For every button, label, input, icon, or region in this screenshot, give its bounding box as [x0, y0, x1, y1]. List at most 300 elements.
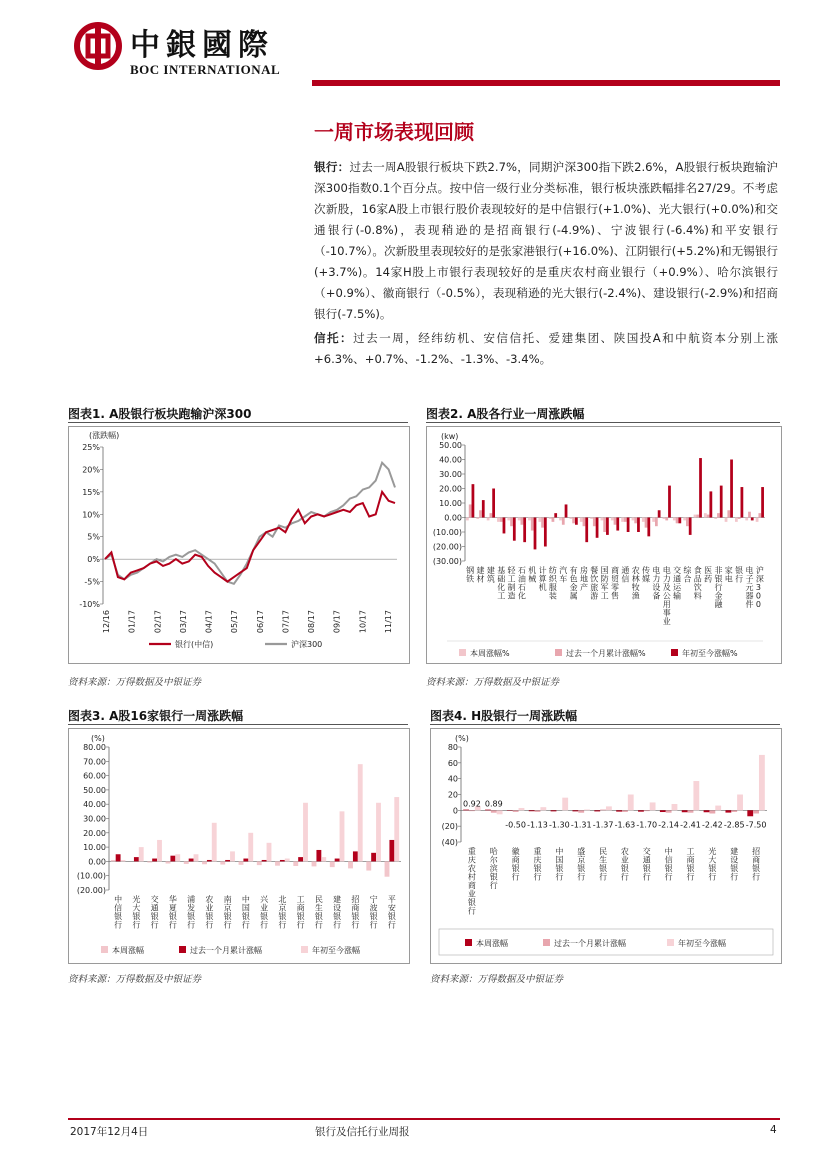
bar-本周涨幅-重庆农村商业银行 — [463, 810, 469, 811]
bar-过去一个月累计涨幅%-建材 — [479, 510, 482, 517]
bar-年初至今涨幅-中信银行 — [672, 804, 678, 810]
category-label: 招商银行 — [752, 847, 761, 882]
category-label: 建筑 — [486, 566, 495, 584]
bar-年初至今涨幅-平安银行 — [394, 797, 399, 861]
bar-过去一个月累计涨幅%-国防军工 — [603, 518, 606, 533]
y-tick-label: 0 — [452, 806, 458, 816]
bar-年初至今涨幅-浦发银行 — [194, 854, 199, 861]
fig4-source: 资料来源：万得数据及中银证券 — [430, 974, 564, 985]
trust-label: 信托： — [314, 331, 354, 345]
bar-年初至今涨幅%-纺织服装 — [554, 513, 557, 517]
data-label: -7.50 — [745, 820, 767, 830]
bar-年初至今涨幅%-交通运输 — [678, 518, 681, 524]
bar-过去一个月累计涨幅-南京银行 — [225, 860, 230, 861]
bank-paragraph — [314, 157, 778, 325]
category-label: 光大银行 — [132, 895, 141, 930]
bar-年初至今涨幅-光大银行 — [715, 806, 721, 811]
category-label: 农林牧渔 — [631, 566, 640, 601]
category-label: 平安银行 — [387, 895, 396, 930]
bar-本周涨幅-中信银行 — [111, 860, 116, 861]
y-tick-label: 10.00 — [83, 843, 106, 853]
bar-本周涨幅%-纺织服装 — [549, 518, 552, 519]
y-tick-label: 20 — [447, 790, 458, 800]
bar-过去一个月累计涨幅-交通银行 — [644, 810, 650, 811]
bar-本周涨幅%-农林牧渔 — [632, 518, 635, 521]
bar-过去一个月累计涨幅%-钢铁 — [469, 504, 472, 517]
category-label: 重庆银行 — [533, 847, 542, 882]
y-tick-label: -5% — [84, 577, 100, 587]
y-axis-label: (kw) — [441, 432, 459, 441]
category-label: 传媒 — [642, 566, 651, 584]
bar-过去一个月累计涨幅-工商银行 — [688, 810, 694, 812]
bar-过去一个月累计涨幅-交通银行 — [152, 859, 157, 862]
legend-month-swatch — [543, 939, 550, 946]
fig2-source: 资料来源：万得数据及中银证券 — [426, 677, 560, 688]
bar-年初至今涨幅%-综合 — [689, 518, 692, 535]
legend-ytd-label: 年初至今涨幅 — [312, 946, 360, 955]
y-tick-label: 50.00 — [83, 785, 106, 795]
bar-过去一个月累计涨幅-徽商银行 — [513, 810, 519, 812]
x-tick-label: 09/17 — [332, 610, 342, 634]
legend-month-label: 过去一个月累计涨幅 — [190, 946, 262, 955]
bar-年初至今涨幅%-沪深300 — [761, 487, 764, 517]
bar-过去一个月累计涨幅%-医药 — [707, 515, 710, 518]
category-label: 综合 — [683, 566, 692, 584]
legend-month-label: 过去一个月累计涨幅 — [554, 939, 626, 948]
fig1-title-rule — [68, 422, 408, 423]
bar-本周涨幅-交通银行 — [147, 861, 152, 862]
bar-过去一个月累计涨幅-招商银行 — [753, 810, 759, 813]
x-tick-label: 03/17 — [178, 610, 188, 634]
data-label: -1.31 — [570, 820, 592, 830]
bar-过去一个月累计涨幅%-家电 — [727, 510, 730, 517]
bank-text: 过去一周A股银行板块下跌2.7%，同期沪深300指下跌2.6%，A股银行板块跑输沪深300指数0.1个百分点。按中信一级行业分类标准，银行板块涨跌幅排名27/29。不考虑次新股，16家A股上市银行股价表现较好的是中信银行(+1.0%)、光大银行(+0.0%)和交通银行(-0.8%)，表现稍逊的是招商银行(-4.9%)、宁波银行(-6.4%)和平安银行（-10.7%）。次新股里表现较好的是张家港银行(+16.0%)、江阴银行(+5.2%)和无锡银行(+3.7%)。14家H股上市银行表现较好的是重庆农村商业银行（+0.9%）、哈尔滨银行（+0.9%）、徽商银行（-0.5%），表现稍逊的光大银行(-2.4%)、建设银行(-2.9%)和招商银行(-7.5%)。 — [314, 160, 778, 321]
fig4-title: 图表4. H股银行一周涨跌幅 — [430, 709, 578, 723]
category-label: 交通银行 — [150, 895, 159, 930]
x-tick-label: 10/17 — [358, 610, 368, 634]
bar-年初至今涨幅%-农林牧渔 — [637, 518, 640, 533]
fig4-chart-frame — [430, 728, 782, 964]
category-label: 房地产 — [579, 566, 588, 592]
bar-过去一个月累计涨幅%-农林牧渔 — [634, 518, 637, 524]
bar-年初至今涨幅-光大银行 — [139, 847, 144, 861]
y-tick-label: 80 — [447, 743, 458, 752]
bar-年初至今涨幅-宁波银行 — [376, 803, 381, 862]
data-label: -1.13 — [527, 820, 548, 830]
bar-过去一个月累计涨幅%-房地产 — [583, 518, 586, 527]
bar-年初至今涨幅%-餐饮旅游 — [596, 518, 599, 538]
bar-本周涨幅%-有色金属 — [569, 518, 572, 519]
y-tick-label: 40 — [447, 774, 458, 784]
section-title: 一周市场表现回顾 — [314, 120, 474, 144]
category-label: 北京银行 — [278, 895, 287, 930]
y-tick-label: 20.00 — [439, 484, 462, 494]
bar-本周涨幅-浦发银行 — [184, 861, 189, 864]
bar-过去一个月累计涨幅-农业银行 — [207, 860, 212, 861]
category-label: 计算机 — [538, 566, 547, 592]
category-label: 国防军工 — [600, 566, 609, 601]
fig1-title: 图表1. A股银行板块跑输沪深300 — [68, 407, 252, 421]
bar-过去一个月累计涨幅-光大银行 — [134, 857, 139, 861]
category-label: 汽车 — [559, 566, 568, 584]
bar-年初至今涨幅%-计算机 — [544, 518, 547, 547]
bar-本周涨幅%-汽车 — [559, 518, 562, 521]
bar-本周涨幅-农业银行 — [202, 861, 207, 864]
y-axis-label: (%) — [455, 734, 469, 743]
data-label: -2.41 — [680, 820, 701, 830]
fig2-chart-frame — [426, 426, 782, 664]
bar-年初至今涨幅-中国银行 — [562, 798, 568, 811]
legend-bank-label: 银行(中信) — [175, 640, 214, 649]
bar-过去一个月累计涨幅-平安银行 — [389, 840, 394, 861]
bar-过去一个月累计涨幅%-传媒 — [645, 518, 648, 528]
y-tick-label: (40) — [441, 838, 458, 847]
category-label: 建设银行 — [730, 847, 739, 882]
data-label: -1.37 — [592, 820, 614, 830]
bar-过去一个月累计涨幅-中信银行 — [116, 854, 121, 861]
legend-hs300-label: 沪深300 — [291, 640, 323, 649]
category-label: 浦发银行 — [187, 895, 196, 930]
y-tick-label: 10.00 — [439, 499, 462, 508]
bank-label: 银行： — [314, 160, 350, 174]
bar-年初至今涨幅-工商银行 — [693, 781, 699, 810]
category-label: 农业银行 — [620, 847, 629, 882]
y-tick-label: 60.00 — [83, 771, 106, 781]
bar-本周涨幅%-建材 — [476, 518, 479, 519]
bar-本周涨幅%-电子元器件 — [745, 518, 748, 521]
category-label: 哈尔滨银行 — [489, 847, 498, 890]
legend-ytd-swatch — [667, 939, 674, 946]
category-label: 建材 — [476, 566, 485, 584]
fig3-bar-chart — [69, 729, 409, 963]
y-tick-label: (20.00) — [432, 542, 462, 552]
data-label: -0.50 — [505, 820, 526, 830]
category-label: 华夏银行 — [168, 895, 177, 930]
bar-年初至今涨幅%-通信 — [627, 518, 630, 533]
bar-过去一个月累计涨幅-工商银行 — [298, 857, 303, 861]
bar-本周涨幅%-非银行金融 — [714, 518, 717, 519]
bar-过去一个月累计涨幅-重庆农村商业银行 — [469, 810, 475, 811]
bar-年初至今涨幅-徽商银行 — [519, 808, 525, 810]
category-label: 中信银行 — [664, 847, 673, 882]
category-label: 招商银行 — [351, 895, 360, 930]
bar-年初至今涨幅%-有色金属 — [575, 518, 578, 525]
bar-年初至今涨幅-北京银行 — [285, 859, 290, 862]
category-label: 交通运输 — [673, 566, 682, 601]
fig1-source: 资料来源：万得数据及中银证券 — [68, 677, 202, 688]
bar-过去一个月累计涨幅%-机械 — [531, 518, 534, 531]
category-label: 沪深 3 0 0 — [755, 566, 764, 609]
legend-week-swatch — [465, 939, 472, 946]
bar-本周涨幅%-交通运输 — [673, 518, 676, 521]
bar-年初至今涨幅%-钢铁 — [472, 484, 475, 517]
bar-过去一个月累计涨幅-盛京银行 — [578, 810, 584, 812]
y-tick-label: 10% — [82, 510, 100, 520]
category-label: 餐饮旅游 — [590, 566, 599, 601]
category-label: 光大银行 — [708, 847, 717, 882]
logo-chinese-name: 中銀國際 — [130, 28, 274, 63]
bar-年初至今涨幅-建设银行 — [340, 811, 345, 861]
x-tick-label: 01/17 — [127, 610, 137, 634]
bar-本周涨幅%-电力设备 — [652, 518, 655, 522]
series-line-银行(中信) — [105, 492, 395, 582]
bar-年初至今涨幅-建设银行 — [737, 795, 743, 811]
bar-本周涨幅-交通银行 — [638, 810, 644, 811]
bar-年初至今涨幅-交通银行 — [650, 802, 656, 810]
bar-本周涨幅%-钢铁 — [466, 518, 469, 521]
category-label: 建设银行 — [333, 895, 342, 930]
bar-本周涨幅-宁波银行 — [366, 861, 371, 870]
legend-week-label: 本周涨幅 — [476, 939, 508, 948]
bar-本周涨幅-工商银行 — [293, 861, 298, 866]
category-label: 商贸零售 — [611, 566, 619, 601]
fig3-title-rule — [68, 724, 408, 725]
footer-rule — [68, 1118, 780, 1120]
bar-本周涨幅%-餐饮旅游 — [590, 518, 593, 519]
bar-本周涨幅%-机械 — [528, 518, 531, 521]
category-label: 兴业银行 — [260, 895, 269, 930]
data-label: 0.92 — [463, 799, 481, 809]
legend-month-label: 过去一个月累计涨幅% — [566, 649, 646, 658]
bar-过去一个月累计涨幅%-计算机 — [541, 518, 544, 528]
category-label: 轻工制造 — [507, 566, 516, 601]
bar-过去一个月累计涨幅-民生银行 — [316, 850, 321, 861]
data-label: -2.14 — [658, 820, 679, 830]
bar-过去一个月累计涨幅-民生银行 — [600, 810, 606, 811]
fig3-chart-frame — [68, 728, 410, 964]
y-tick-label: -10% — [79, 600, 100, 609]
y-tick-label: (20.00) — [76, 886, 106, 895]
bar-年初至今涨幅-盛京银行 — [584, 810, 590, 811]
bar-本周涨幅-中信银行 — [660, 810, 666, 812]
y-tick-label: 5% — [87, 532, 100, 542]
category-label: 基础化工 — [497, 566, 506, 601]
bar-年初至今涨幅%-电力设备 — [658, 510, 661, 517]
data-label: -1.30 — [549, 820, 570, 830]
bar-过去一个月累计涨幅%-商贸零售 — [614, 518, 617, 525]
bar-本周涨幅-兴业银行 — [257, 861, 262, 865]
bar-年初至今涨幅%-家电 — [730, 460, 733, 518]
bar-过去一个月累计涨幅-兴业银行 — [262, 860, 267, 861]
y-tick-label: 30.00 — [439, 470, 462, 479]
bar-本周涨幅%-医药 — [704, 513, 707, 517]
category-label: 电子元器件 — [745, 566, 754, 609]
fig2-title: 图表2. A股各行业一周涨跌幅 — [426, 407, 585, 421]
trust-paragraph — [314, 328, 778, 370]
bar-年初至今涨幅%-电子元器件 — [751, 518, 754, 521]
y-tick-label: 20% — [82, 465, 100, 475]
y-tick-label: (20) — [441, 822, 458, 832]
bar-过去一个月累计涨幅%-非银行金融 — [717, 513, 720, 517]
bar-本周涨幅-招商银行 — [747, 810, 753, 816]
bar-本周涨幅-招商银行 — [348, 861, 353, 868]
y-tick-label: 40.00 — [439, 455, 462, 465]
bar-年初至今涨幅%-房地产 — [585, 518, 588, 543]
bar-本周涨幅-建设银行 — [330, 861, 335, 867]
bar-过去一个月累计涨幅-建设银行 — [731, 810, 737, 812]
bar-年初至今涨幅-农业银行 — [628, 795, 634, 811]
bar-过去一个月累计涨幅-光大银行 — [709, 810, 715, 813]
y-tick-label: 40.00 — [83, 800, 106, 810]
bar-本周涨幅%-电力及公用事业 — [663, 518, 666, 519]
bar-本周涨幅%-综合 — [683, 518, 686, 521]
y-tick-label: 80.00 — [83, 743, 106, 752]
bar-过去一个月累计涨幅%-汽车 — [562, 518, 565, 525]
y-tick-label: 0.00 — [444, 513, 462, 523]
bar-过去一个月累计涨幅-重庆银行 — [535, 810, 541, 812]
data-label: 0.89 — [484, 799, 503, 809]
bar-年初至今涨幅-交通银行 — [157, 840, 162, 861]
legend-month-swatch — [555, 649, 562, 656]
footer-page-number: 4 — [770, 1124, 777, 1136]
legend-month-swatch — [179, 946, 186, 953]
category-label: 电力及公用事业 — [662, 566, 671, 626]
boc-logo-icon — [74, 22, 122, 70]
legend-ytd-label: 年初至今涨幅 — [678, 939, 726, 948]
category-label: 工商银行 — [296, 895, 305, 930]
bar-过去一个月累计涨幅-招商银行 — [353, 851, 358, 861]
category-label: 机械 — [528, 566, 537, 584]
fig3-title: 图表3. A股16家银行一周涨跌幅 — [68, 709, 244, 723]
bar-年初至今涨幅-兴业银行 — [267, 843, 272, 862]
legend-week-swatch — [459, 649, 466, 656]
legend-ytd-label: 年初至今涨幅% — [682, 649, 738, 658]
legend-week-label: 本周涨幅% — [470, 649, 510, 658]
category-label: 银行 — [735, 566, 744, 584]
x-tick-label: 08/17 — [307, 610, 317, 634]
bar-过去一个月累计涨幅%-食品饮料 — [696, 515, 699, 518]
category-label: 工商银行 — [686, 847, 695, 882]
x-tick-label: 12/16 — [102, 610, 111, 634]
bar-年初至今涨幅-招商银行 — [759, 755, 765, 810]
bar-过去一个月累计涨幅%-有色金属 — [572, 518, 575, 524]
trust-text: 过去一周，经纬纺机、安信信托、爱建集团、陕国投A和中航资本分别上涨+6.3%、+0.7%、-1.2%、-1.3%、-3.4%。 — [314, 331, 778, 366]
bar-本周涨幅%-建筑 — [487, 518, 490, 521]
category-label: 中信银行 — [114, 895, 123, 930]
category-label: 钢铁 — [466, 566, 475, 584]
bar-本周涨幅%-银行 — [735, 518, 738, 522]
bar-年初至今涨幅%-基础化工 — [503, 518, 506, 534]
bar-过去一个月累计涨幅-浦发银行 — [189, 859, 194, 862]
bar-年初至今涨幅%-银行 — [741, 487, 744, 517]
bar-过去一个月累计涨幅-哈尔滨银行 — [491, 810, 497, 812]
y-tick-label: 0.00 — [88, 857, 106, 867]
y-tick-label: 60 — [447, 758, 458, 768]
bar-本周涨幅%-轻工制造 — [507, 518, 510, 521]
bar-过去一个月累计涨幅%-石油石化 — [521, 518, 524, 525]
data-label: -2.42 — [702, 820, 723, 830]
legend-ytd-swatch — [301, 946, 308, 953]
bar-年初至今涨幅%-电力及公用事业 — [668, 486, 671, 518]
bar-本周涨幅-哈尔滨银行 — [485, 810, 491, 811]
bar-年初至今涨幅%-建材 — [482, 500, 485, 517]
bar-本周涨幅-中国银行 — [551, 810, 557, 811]
footer-date: 2017年12月4日 — [70, 1126, 149, 1138]
bar-年初至今涨幅%-非银行金融 — [720, 486, 723, 518]
bar-本周涨幅%-房地产 — [580, 518, 583, 522]
bar-年初至今涨幅-民生银行 — [321, 857, 326, 861]
fig4-bar-chart — [431, 729, 781, 963]
category-label: 有色金属 — [569, 566, 578, 601]
bar-本周涨幅-民生银行 — [594, 810, 600, 811]
bar-过去一个月累计涨幅%-综合 — [686, 518, 689, 527]
bar-年初至今涨幅-中信银行 — [121, 860, 126, 861]
bar-本周涨幅%-食品饮料 — [694, 515, 697, 518]
bar-年初至今涨幅%-建筑 — [492, 489, 495, 518]
category-label: 中国银行 — [555, 847, 564, 882]
bar-年初至今涨幅-民生银行 — [606, 806, 612, 810]
bar-本周涨幅%-传媒 — [642, 518, 645, 522]
x-tick-label: 02/17 — [153, 610, 163, 634]
bar-年初至今涨幅-重庆银行 — [540, 807, 546, 810]
y-tick-label: 70.00 — [83, 757, 106, 767]
category-label: 中国银行 — [241, 895, 250, 930]
y-tick-label: 0% — [87, 555, 100, 565]
data-label: -2.85 — [723, 820, 745, 830]
bar-过去一个月累计涨幅%-交通运输 — [676, 518, 679, 524]
y-tick-label: 20.00 — [83, 828, 106, 838]
footer-report-name: 银行及信托行业周报 — [315, 1126, 410, 1138]
bar-年初至今涨幅-招商银行 — [358, 764, 363, 861]
bar-年初至今涨幅-华夏银行 — [175, 854, 180, 861]
category-label: 非银行金融 — [714, 566, 723, 609]
fig2-title-rule — [426, 422, 780, 423]
bar-本周涨幅%-沪深300 — [756, 518, 759, 522]
bar-年初至今涨幅%-汽车 — [565, 504, 568, 517]
bar-本周涨幅-中国银行 — [239, 861, 244, 864]
bar-过去一个月累计涨幅-农业银行 — [622, 810, 628, 812]
bar-年初至今涨幅%-医药 — [709, 491, 712, 517]
legend-week-label: 本周涨幅 — [112, 946, 144, 955]
y-tick-label: (30.00) — [432, 557, 462, 566]
bar-本周涨幅-农业银行 — [616, 810, 622, 811]
bar-年初至今涨幅%-轻工制造 — [513, 518, 516, 541]
data-label: -1.70 — [636, 820, 658, 830]
bar-过去一个月累计涨幅%-电子元器件 — [748, 512, 751, 518]
bar-过去一个月累计涨幅%-轻工制造 — [510, 518, 513, 527]
category-label: 农业银行 — [205, 895, 214, 930]
category-label: 民生银行 — [599, 847, 608, 882]
bar-过去一个月累计涨幅%-基础化工 — [500, 518, 503, 522]
y-tick-label: 15% — [82, 487, 100, 497]
header — [0, 0, 827, 95]
bar-过去一个月累计涨幅%-沪深300 — [758, 513, 761, 517]
bar-过去一个月累计涨幅%-餐饮旅游 — [593, 518, 596, 527]
bar-本周涨幅-南京银行 — [220, 861, 225, 864]
category-label: 医药 — [704, 566, 713, 584]
category-label: 交通银行 — [642, 847, 651, 882]
bar-过去一个月累计涨幅%-通信 — [624, 518, 627, 522]
bar-本周涨幅-建设银行 — [725, 810, 731, 812]
bar-本周涨幅%-石油石化 — [518, 518, 521, 521]
category-label: 盛京银行 — [577, 847, 586, 882]
bar-本周涨幅-平安银行 — [385, 861, 390, 876]
bar-过去一个月累计涨幅%-电力及公用事业 — [665, 518, 668, 521]
y-axis-label: (%) — [91, 734, 105, 743]
category-label: 民生银行 — [314, 895, 323, 930]
bar-本周涨幅-重庆银行 — [529, 810, 535, 811]
bar-年初至今涨幅-工商银行 — [303, 803, 308, 862]
fig4-title-rule — [430, 724, 780, 725]
x-tick-label: 11/17 — [384, 610, 393, 634]
legend-ytd-swatch — [671, 649, 678, 656]
y-tick-label: 30.00 — [83, 814, 106, 824]
bar-本周涨幅%-计算机 — [538, 518, 541, 522]
fig2-bar-chart — [427, 427, 781, 663]
category-label: 食品饮料 — [693, 566, 702, 601]
bar-本周涨幅%-商贸零售 — [611, 518, 614, 521]
bar-本周涨幅%-通信 — [621, 518, 624, 522]
